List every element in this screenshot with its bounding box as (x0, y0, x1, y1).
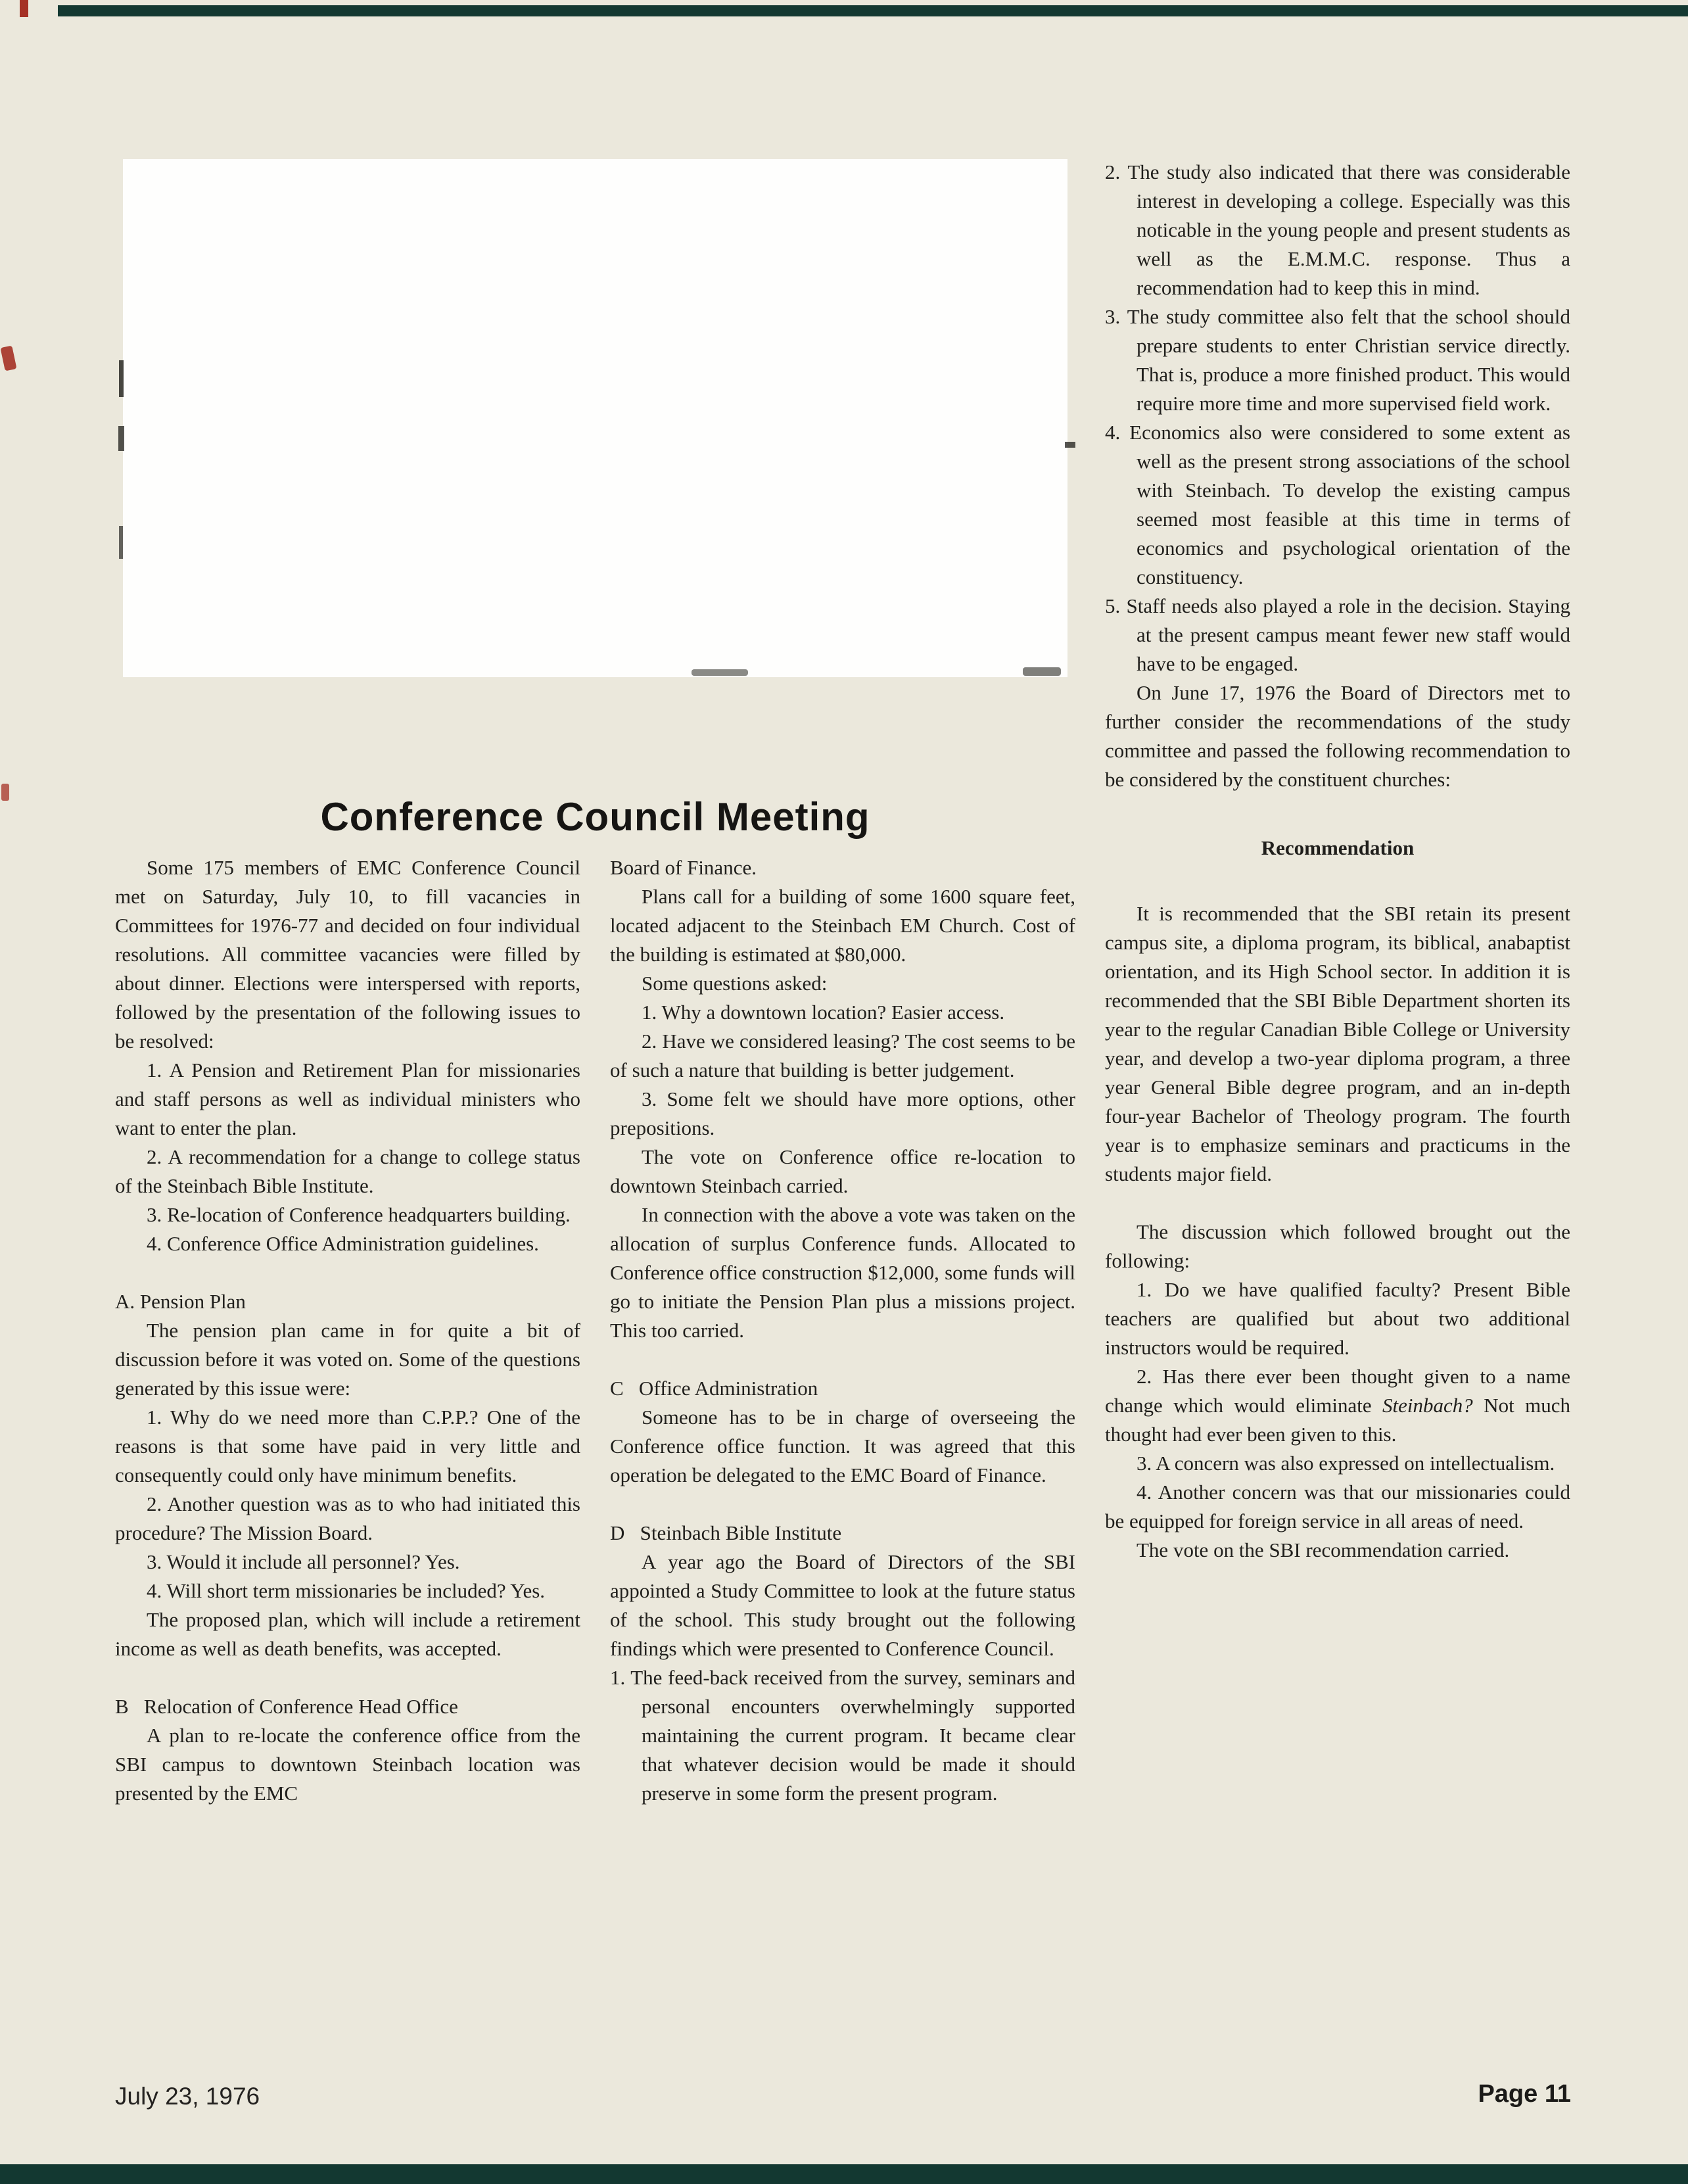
scan-artifact-mark (118, 426, 124, 451)
text-column-right (1105, 158, 1570, 1565)
photo-whiteout-placeholder (123, 159, 1067, 677)
paragraph: The discussion which followed brought out the following: (1105, 1220, 1570, 1272)
scan-artifact-mark (119, 526, 123, 559)
scan-artifact-mark (119, 360, 124, 397)
paragraph: 3. Re-location of Conference headquarters building. (147, 1203, 571, 1226)
paragraph: The proposed plan, which will include a retirement income as well as death benefits, was accepted. (115, 1608, 580, 1660)
paragraph: 4. Will short term missionaries be included? Yes. (147, 1579, 546, 1602)
scan-artifact-mark (1065, 442, 1075, 448)
top-edge-bar (58, 5, 1688, 16)
paragraph: Someone has to be in charge of overseeing the Conference office function. It was agreed that this operation be delegated to the EMC Board of Finance. (610, 1406, 1075, 1486)
section-heading: Recommendation (1261, 836, 1415, 859)
paragraph: 4. Conference Office Administration guidelines. (147, 1232, 539, 1255)
paragraph: 2. A recommendation for a change to college status of the Steinbach Bible Institute. (115, 1145, 580, 1197)
paragraph: 1. The feed-back received from the survey, seminars and personal encounters overwhelmingly supported maintaining the current program. It became clear that whatever decision would be made it should preserve in some form the present program. (610, 1666, 1075, 1805)
paragraph: Some questions asked: (642, 972, 828, 995)
scan-artifact-mark (1023, 667, 1061, 676)
paragraph: 1. Why a downtown location? Easier access. (642, 1001, 1005, 1024)
paragraph: 2. Another question was as to who had initiated this procedure? The Mission Board. (115, 1492, 580, 1544)
paragraph: The pension plan came in for quite a bit of discussion before it was voted on. Some of the questions generated by this issue were: (115, 1319, 580, 1400)
paragraph: Board of Finance. (610, 856, 757, 879)
paragraph: 1. A Pension and Retirement Plan for missionaries and staff persons as well as individual ministers who want to enter the plan. (115, 1058, 580, 1139)
red-pen-mark-margin (0, 346, 16, 371)
paragraph: 2. Have we considered leasing? The cost seems to be of such a nature that building is better judgement. (610, 1030, 1075, 1081)
paragraph: 3. A concern was also expressed on intellectualism. (1137, 1452, 1555, 1475)
paragraph: It is recommended that the SBI retain its present campus site, a diploma program, its biblical, anabaptist orientation, and its High School sector. In addition it is recommended that the SBI Bible Department shorten its year to the regular Canadian Bible College or University year, and develop a two-year diploma program, a three year General Bible degree program, and an in-depth four-year Bachelor of Theology program. The fourth year is to emphasize seminars and practicums in the students major field. (1105, 902, 1570, 1185)
paragraph: 3. Some felt we should have more options, other prepositions. (610, 1087, 1075, 1139)
red-pen-mark-small (1, 784, 9, 801)
bottom-edge-bar (0, 2164, 1688, 2184)
section-heading: D Steinbach Bible Institute (610, 1521, 842, 1544)
paragraph: 2. The study also indicated that there was considerable interest in developing a college. Especially was this noticable in the young people and present students as well as the E.M.M.C. response. Thus a recommendation had to keep this in mind. (1105, 160, 1570, 299)
section-heading: A. Pension Plan (115, 1290, 246, 1313)
paragraph: The vote on Conference office re-location to downtown Steinbach carried. (610, 1145, 1075, 1197)
text-column-middle (610, 853, 1075, 1808)
red-pen-mark-corner (20, 0, 28, 17)
paragraph: In connection with the above a vote was taken on the allocation of surplus Conference funds. Allocated to Conference office construction $12,000, some funds will go to initiate the Pension Plan plus a missions project. This too carried. (610, 1203, 1075, 1342)
paragraph: A plan to re-locate the conference office from the SBI campus to downtown Steinbach location was presented by the EMC (115, 1724, 580, 1805)
paragraph: 2. Has there ever been thought given to a name change which would eliminate Steinbach? Not much thought had ever been given to this. (1105, 1365, 1570, 1446)
paragraph: 1. Why do we need more than C.P.P.? One of the reasons is that some have paid in very little and consequently could only have minimum benefits. (115, 1406, 580, 1486)
scan-artifact-mark (692, 669, 748, 676)
paragraph: Plans call for a building of some 1600 square feet, located adjacent to the Steinbach EM Church. Cost of the building is estimated at $80,000. (610, 885, 1075, 966)
text-column-left (115, 853, 580, 1808)
section-heading: B Relocation of Conference Head Office (115, 1695, 458, 1718)
paragraph: 3. Would it include all personnel? Yes. (147, 1550, 460, 1573)
section-heading: C Office Administration (610, 1377, 818, 1400)
article-title: Conference Council Meeting (320, 795, 870, 840)
issue-date: July 23, 1976 (115, 2083, 260, 2110)
page-number: Page 11 (1478, 2080, 1571, 2108)
paragraph: On June 17, 1976 the Board of Directors met to further consider the recommendations of the study committee and passed the following recommendation to be considered by the constituent churches: (1105, 681, 1570, 791)
paragraph: 4. Economics also were considered to some extent as well as the present strong associations of the school with Steinbach. To develop the existing campus seemed most feasible at this time in terms of economics and psychological orientation of the constituency. (1105, 421, 1570, 588)
paragraph: 5. Staff needs also played a role in the decision. Staying at the present campus meant fewer new staff would have to be engaged. (1105, 594, 1570, 675)
paragraph: 3. The study committee also felt that the school should prepare students to enter Christian service directly. That is, produce a more finished product. This would require more time and more supervised field work. (1105, 305, 1570, 415)
paragraph: 1. Do we have qualified faculty? Present Bible teachers are qualified but about two additional instructors would be required. (1105, 1278, 1570, 1359)
paragraph: Some 175 members of EMC Conference Council met on Saturday, July 10, to fill vacancies in Committees for 1976-77 and decided on four individual resolutions. All committee vacancies were filled by about dinner. Elections were interspersed with reports, followed by the presentation of the following issues to be resolved: (115, 856, 580, 1053)
paragraph: A year ago the Board of Directors of the SBI appointed a Study Committee to look at the future status of the school. This study brought out the following findings which were presented to Conference Council. (610, 1550, 1075, 1660)
paragraph: The vote on the SBI recommendation carried. (1137, 1538, 1510, 1561)
paragraph: 4. Another concern was that our missionaries could be equipped for foreign service in all areas of need. (1105, 1481, 1570, 1532)
